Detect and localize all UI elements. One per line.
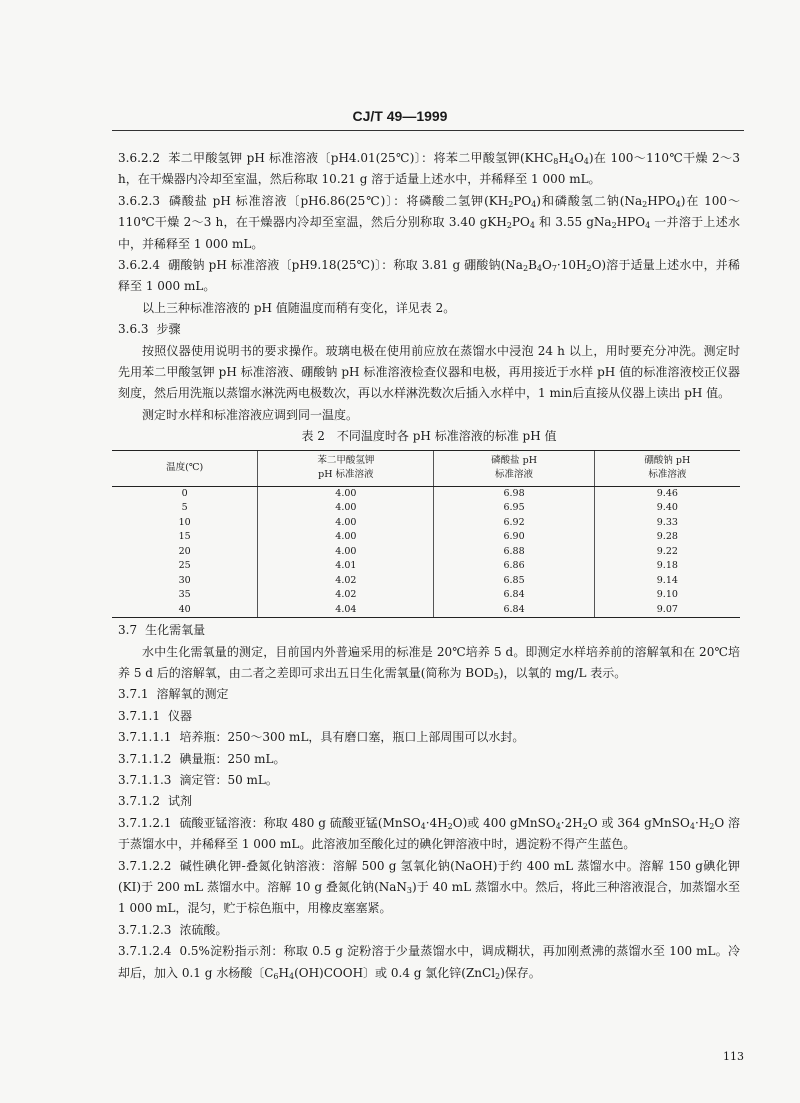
heading-3-7-1: 3.7.1 溶解氧的测定 (118, 687, 229, 702)
header-temperature: 温度(℃) (112, 450, 258, 486)
table-caption: 表 2 不同温度时各 pH 标准溶液的标准 pH 值 (301, 429, 557, 444)
clause-3-6-2-3: 3.6.2.3 磷酸盐 pH 标准溶液〔pH6.86(25℃)〕：将磷酸二氢钾$(KH_2PO_4)$和磷酸氢二钠$(Na_2HPO_4)$在 100～110℃干燥 2～3 h，在干燥器内冷却至室温，然后分别称取 3.40 $gKH_2PO_4$ 和 3.55 $gNa_2HPO_4$ 一并溶于上述水中，并稀释至 1 000 mL。 (118, 193, 740, 251)
table-row: 25 4.01 6.86 9.18 (112, 559, 740, 574)
standard-code-header: CJ/T 49—1999 (352, 108, 448, 124)
table-row: 15 4.00 6.90 9.28 (112, 530, 740, 545)
table-row: 0 4.00 6.98 9.46 (112, 486, 740, 501)
header-borate: 硼酸钠 pH 标准溶液 (594, 450, 740, 486)
page-number: 113 (723, 1050, 744, 1063)
header-phosphate: 磷酸盐 pH 标准溶液 (434, 450, 594, 486)
table-row: 5 4.00 6.95 9.40 (112, 501, 740, 516)
heading-3-7: 3.7 生化需氧量 (118, 623, 206, 638)
header-phthalate: 苯二甲酸氢钾 pH 标准溶液 (258, 450, 434, 486)
same-temperature-note: 测定时水样和标准溶液应调到同一温度。 (142, 407, 359, 422)
heading-3-7-1-2: 3.7.1.2 试剂 (118, 794, 192, 809)
table-header-row (112, 450, 740, 486)
procedure-steps: 按照仪器使用说明书的要求操作。玻璃电极在使用前应放在蒸馏水中浸泡 24 h 以上，用时要充分冲洗。测定时先用苯二甲酸氢钾 pH 标准溶液、硼酸钠 pH 标准溶液检查仪器和电极，再用接近于水样 pH 值的标准溶液校正仪器刻度，然后用洗瓶以蒸馏水淋洗两电极数次，再以水样淋洗数次后插入水样中，1 min后直接从仪器上读出 pH 值。 (118, 343, 740, 401)
heading-3-7-1-1: 3.7.1.1 仪器 (118, 708, 192, 723)
clause-3-7-1-2-4: 3.7.1.2.4 0.5%淀粉指示剂：称取 0.5 g 淀粉溶于少量蒸馏水中，调成糊状，再加刚煮沸的蒸馏水至 100 mL。冷却后，加入 0.1 g 水杨酸〔$C_6H_4(OH)COOH$〕或 0.4 g 氯化锌(ZnCl$_2$)保存。 (118, 944, 740, 981)
clause-3-7-1-2-2: 3.7.1.2.2 碱性碘化钾-叠氮化钠溶液：溶解 500 g 氢氧化钠(NaOH)于约 400 mL 蒸馏水中。溶解 150 g碘化钾(KI)于 200 mL 蒸馏水中。溶解 10 g 叠氮化钠(NaN$_3$)于 40 mL 蒸馏水中。然后，将此三种溶液混合，加蒸馏水至 1 000 mL，混匀，贮于棕色瓶中，用橡皮塞塞紧。 (118, 858, 740, 916)
clause-3-7-1-1-2: 3.7.1.1.2 碘量瓶：250 mL。 (118, 751, 286, 766)
temperature-note: 以上三种标准溶液的 pH 值随温度而稍有变化，详见表 2。 (142, 300, 456, 315)
bod-intro: 水中生化需氧量的测定，目前国内外普遍采用的标准是 20℃培养 5 d。即测定水样培养前的溶解氧和在 20℃培养 5 d 后的溶解氧，由二者之差即可求出五日生化需氧量(简称为 $BOD_5$)，以氧的 mg/L 表示。 (118, 644, 740, 681)
table-row: 10 4.00 6.92 9.33 (112, 516, 740, 531)
clause-3-7-1-2-1: 3.7.1.2.1 硫酸亚锰溶液：称取 480 g 硫酸亚锰$(MnSO_4\cdot 4H_2O)$或 400 $gMnSO_4\cdot 2H_2O$ 或 364 $gMnSO_4\cdot H_2O$ 溶于蒸馏水中，并稀释至 1 000 mL。此溶液加至酸化过的碘化钾溶液中时，遇淀粉不得产生蓝色。 (118, 815, 740, 852)
header-rule (112, 130, 744, 131)
table-row: 40 4.04 6.84 9.07 (112, 603, 740, 618)
document-body (118, 148, 740, 984)
clause-3-7-1-1-1: 3.7.1.1.1 培养瓶：250～300 mL，具有磨口塞，瓶口上部周围可以水封。 (118, 730, 525, 745)
table-row: 35 4.02 6.84 9.10 (112, 588, 740, 603)
table-row: 20 4.00 6.88 9.22 (112, 545, 740, 560)
table-row: 30 4.02 6.85 9.14 (112, 574, 740, 589)
ph-standard-table (112, 450, 740, 619)
clause-3-6-2-2: 3.6.2.2 苯二甲酸氢钾 pH 标准溶液〔pH4.01(25℃)〕：将苯二甲酸氢钾$(KHC_8H_4O_4)$在 100～110℃干燥 2～3 h，在干燥器内冷却至室温，然后称取 10.21 g 溶于适量上述水中，并稀释至 1 000 mL。 (118, 151, 740, 187)
heading-3-6-3: 3.6.3 步骤 (118, 322, 181, 337)
clause-3-7-1-1-3: 3.7.1.1.3 滴定管：50 mL。 (118, 773, 278, 788)
clause-3-6-2-4: 3.6.2.4 硼酸钠 pH 标准溶液〔pH9.18(25℃)〕：称取 3.81 g 硼酸钠$(Na_2B_4O_7\cdot 10H_2O)$溶于适量上述水中，并稀释至 1 000 mL。 (118, 258, 740, 294)
clause-3-7-1-2-3: 3.7.1.2.3 浓硫酸。 (118, 922, 228, 937)
